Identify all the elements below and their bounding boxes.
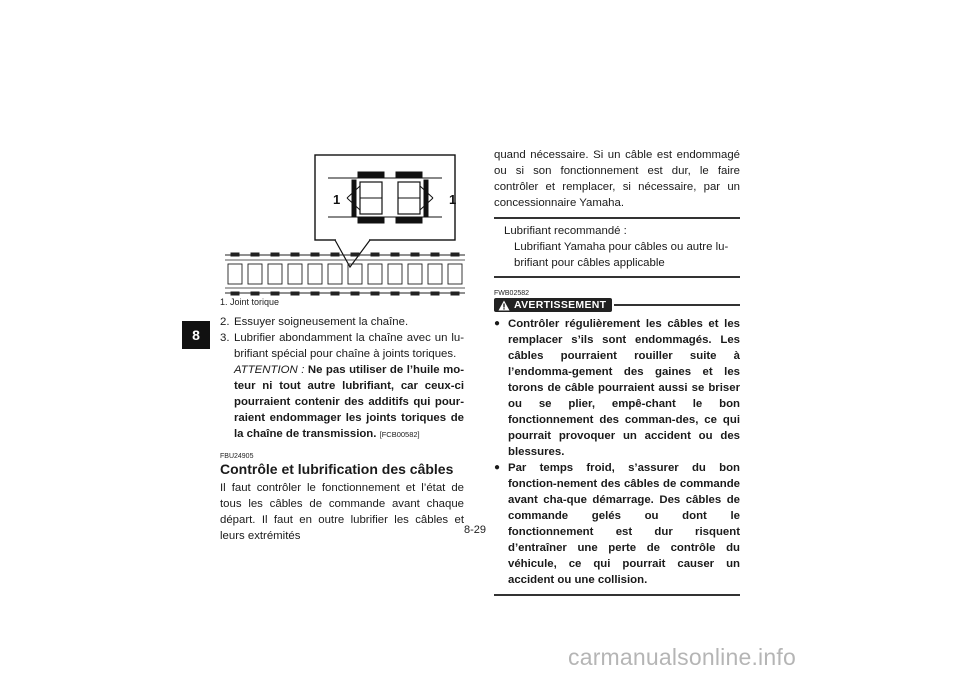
step-number: 3. <box>220 332 230 344</box>
warning-item <box>494 316 740 460</box>
chain-link <box>288 264 302 284</box>
chain-pin <box>331 253 339 256</box>
chain-illustration <box>220 150 470 300</box>
callout-left: 1 <box>333 192 341 207</box>
section-paragraph: Il faut contrôler le fonctionnement et l’état de tous les câbles de commande avant chaque départ. Il faut en outre lubrifier les câbles et leurs extrémités <box>220 482 464 542</box>
chain-link <box>428 264 442 284</box>
chain-pin <box>371 253 379 256</box>
step-number: 2. <box>220 316 230 328</box>
recommended-value: Lubrifiant Yamaha pour câbles ou autre lu-brifiant pour câbles applicable <box>514 241 729 269</box>
step-text-block <box>234 330 464 443</box>
chain-pin <box>411 253 419 256</box>
chain-pin <box>411 292 419 295</box>
callout-right: 1 <box>449 192 457 207</box>
chain-link <box>308 264 322 284</box>
chain-pin <box>251 253 259 256</box>
chain-pin <box>311 292 319 295</box>
chain-drawing <box>220 150 470 300</box>
bullet-icon: ● <box>494 462 501 473</box>
warning-item-text: Par temps froid, s’assurer du bon fonction-nement des câbles de commande avant cha-que démarrage. Des câbles de commande gelés ou dont le fonctionnement est dur risquent d’entraîner une perte de contrôle du véhicule, ce qui pourrait causer un accident ou une collision. <box>508 462 740 586</box>
chain-pin <box>451 292 459 295</box>
chain-link <box>408 264 422 284</box>
chain-pin <box>271 292 279 295</box>
warning-end-rule <box>494 594 740 596</box>
left-column <box>220 314 464 544</box>
section-code: FBU24905 <box>220 453 254 460</box>
chain-link <box>328 264 342 284</box>
chain-pin <box>371 292 379 295</box>
step-2 <box>220 314 464 330</box>
chain-link <box>268 264 282 284</box>
attention-code: [FCB00582] <box>379 430 420 439</box>
warning-label: AVERTISSEMENT <box>514 299 607 311</box>
right-column <box>494 147 740 596</box>
warning-badge <box>494 298 612 312</box>
chain-pin <box>311 253 319 256</box>
chain-link <box>228 264 242 284</box>
recommended-lubricant-box <box>494 217 740 278</box>
chain-pin <box>351 292 359 295</box>
warning-code: FWB02582 <box>494 290 530 297</box>
chain-pin <box>391 253 399 256</box>
chain-link <box>368 264 382 284</box>
chain-pin <box>451 253 459 256</box>
chain-pin <box>231 292 239 295</box>
chain-strip <box>225 253 465 295</box>
chain-pin <box>231 253 239 256</box>
page-number: 8-29 <box>464 524 487 536</box>
chain-pin <box>331 292 339 295</box>
chain-pin <box>291 253 299 256</box>
step-text: Essuyer soigneusement la chaîne. <box>234 316 409 328</box>
chain-pin <box>251 292 259 295</box>
attention-text: Ne pas utiliser de l’huile mo-teur ni tout autre lubrifiant, car ceux-ci pourraient contenir des additifs qui pour-raient endommager les joints toriques de la chaîne de transmission. <box>234 364 464 440</box>
warning-triangle-icon <box>498 300 510 311</box>
section-paragraph-continued: quand nécessaire. Si un câble est endommagé ou si son fonctionnement est dur, le faire contrôler et remplacer, si nécessaire, par un concessionnaire Yamaha. <box>494 149 740 209</box>
chain-pin <box>431 253 439 256</box>
figure-caption: 1. Joint torique <box>220 297 280 307</box>
warning-item <box>494 460 740 588</box>
watermark: carmanualsonline.info <box>568 644 796 670</box>
recommended-label: Lubrifiant recommandé : <box>504 225 627 237</box>
chapter-tab: 8 <box>182 321 210 349</box>
step-text: Lubrifier abondamment la chaîne avec un lu-brifiant spécial pour chaîne à joints toriques. <box>234 332 464 360</box>
warning-rule <box>614 304 740 306</box>
chain-pin <box>431 292 439 295</box>
chain-pin <box>351 253 359 256</box>
chain-pin <box>391 292 399 295</box>
attention-label: ATTENTION : <box>234 364 305 376</box>
warning-list <box>494 316 740 588</box>
warning-header <box>494 298 740 312</box>
chain-pin <box>271 253 279 256</box>
warning-item-text: Contrôler régulièrement les câbles et les remplacer s’ils sont endommagés. Les câbles pourraient rouiller suite à l’endomma-gement des gaines et les torons de câble pourraient aussi se briser ou se plier, empê-chant le bon fonctionnement des comman-des, ce qui pourrait provoquer un accident ou des blessures. <box>508 318 740 458</box>
chain-link <box>388 264 402 284</box>
bullet-icon: ● <box>494 318 501 329</box>
chain-link <box>448 264 462 284</box>
step-3 <box>220 330 464 443</box>
chain-link <box>248 264 262 284</box>
section-title: Contrôle et lubrification des câbles <box>220 461 454 477</box>
chain-pin <box>291 292 299 295</box>
